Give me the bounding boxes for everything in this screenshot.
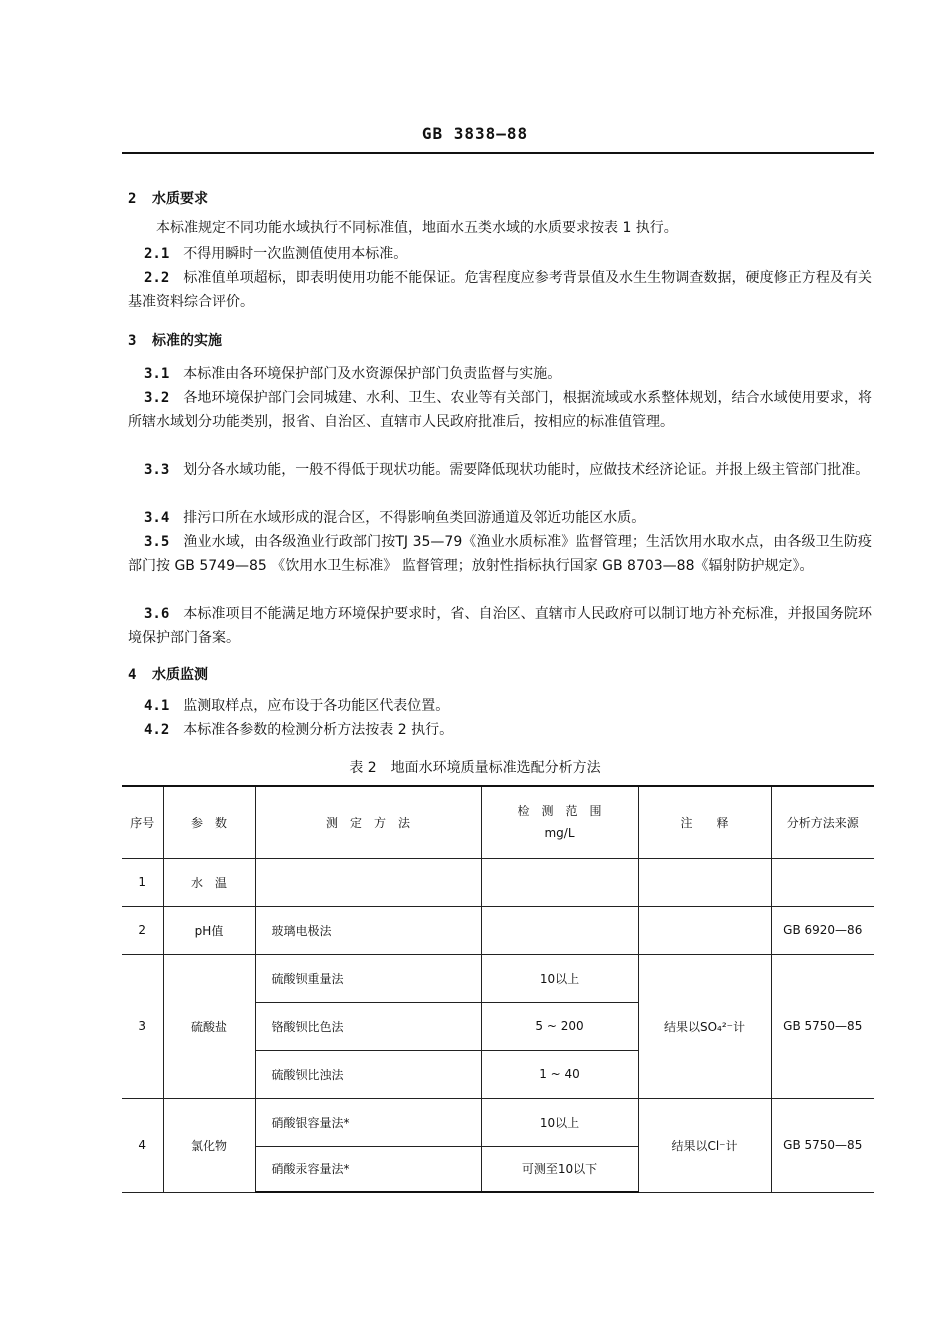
section-title: 水质要求 [152,191,208,207]
clause-text: 渔业水域，由各级渔业行政部门按TJ 35—79《渔业水质标准》监督管理；生活饮用水取水点，由各级卫生防疫部门按 GB 5749—85 《饮用水卫生标准》 监督管理；放射性指标执行国家 GB 8703—88《辐射防护规定》。 [128,534,872,574]
header-rule [122,152,874,154]
header-method: 测 定 方 法 [255,786,481,858]
header-seq: 序号 [122,786,163,858]
clause-number: 3.1 [144,366,170,382]
clause-number: 3.2 [144,390,170,406]
paragraph-2-intro: 本标准规定不同功能水域执行不同标准值，地面水五类水域的水质要求按表 1 执行。 [156,220,678,236]
paragraph-3-4 [128,506,872,530]
paragraph-2-2 [128,266,872,314]
section-3-heading [128,330,222,350]
table-row [122,858,874,906]
clause-text: 标准值单项超标，即表明使用功能不能保证。危害程度应参考背景值及水生生物调查数据，硬度修正方程及有关基准资料综合评价。 [128,270,872,310]
clause-text: 排污口所在水域形成的混合区，不得影响鱼类回游通道及邻近功能区水质。 [183,510,646,526]
cell-param: pH值 [163,906,255,954]
section-title: 标准的实施 [152,333,222,349]
paragraph-3-6 [128,602,872,650]
clause-number: 4.1 [144,698,170,714]
clause-text: 不得用瞬时一次监测值使用本标准。 [183,246,408,262]
clause-text: 本标准项目不能满足地方环境保护要求时，省、自治区、直辖市人民政府可以制订地方补充标准，并报国务院环境保护部门备案。 [128,606,872,646]
paragraph-4-1 [128,694,872,718]
cell-range: 可测至10以下 [481,1146,638,1192]
cell-range: 1 ~ 40 [481,1050,638,1098]
cell-method: 硫酸钡重量法 [255,954,481,1002]
cell-param: 氯化物 [163,1098,255,1192]
paragraph-4-2 [128,718,872,742]
cell-range [481,906,638,954]
cell-method: 硫酸钡比浊法 [255,1050,481,1098]
clause-number: 4.2 [144,722,170,738]
clause-number: 3.5 [144,534,170,550]
table-row [122,1098,874,1146]
document-code: GB 3838—88 [421,124,529,143]
cell-method: 铬酸钡比色法 [255,1002,481,1050]
cell-source: GB 6920—86 [771,906,874,954]
cell-method [255,858,481,906]
cell-param: 水 温 [163,858,255,906]
table-header-row [122,786,874,858]
cell-method: 硝酸汞容量法* [255,1146,481,1192]
cell-source: GB 5750—85 [771,1098,874,1192]
clause-number: 3.3 [144,462,170,478]
cell-method: 玻璃电极法 [255,906,481,954]
section-number: 2 [128,191,137,207]
paragraph-3-1 [128,362,872,386]
cell-note [638,906,771,954]
clause-text: 监测取样点，应布设于各功能区代表位置。 [183,698,450,714]
cell-source: GB 5750—85 [771,954,874,1098]
clause-text: 本标准由各环境保护部门及水资源保护部门负责监督与实施。 [183,366,562,382]
section-2-heading [128,188,208,208]
cell-source [771,858,874,906]
table-row [122,954,874,1002]
cell-seq: 1 [122,858,163,906]
header-range-unit: mg/L [544,826,575,841]
cell-method: 硝酸银容量法* [255,1098,481,1146]
clause-number: 2.1 [144,246,170,262]
section-number: 3 [128,333,137,349]
cell-note: 结果以Cl⁻计 [638,1098,771,1192]
clause-number: 3.4 [144,510,170,526]
paragraph-3-3 [128,458,872,482]
cell-seq: 2 [122,906,163,954]
section-4-heading [128,664,208,684]
paragraph-3-5 [128,530,872,578]
paragraph-2-1 [128,242,872,266]
section-title: 水质监测 [152,667,208,683]
paragraph-3-2 [128,386,872,434]
cell-range: 5 ~ 200 [481,1002,638,1050]
cell-range: 10以上 [481,954,638,1002]
cell-seq: 4 [122,1098,163,1192]
cell-range [481,858,638,906]
clause-number: 2.2 [144,270,170,286]
cell-param: 硫酸盐 [163,954,255,1098]
cell-range: 10以上 [481,1098,638,1146]
analysis-methods-table [122,785,874,1193]
section-number: 4 [128,667,137,683]
clause-text: 划分各水域功能，一般不得低于现状功能。需要降低现状功能时，应做技术经济论证。并报上级主管部门批准。 [183,462,870,478]
header-range-label: 检 测 范 围 [517,804,602,819]
clause-number: 3.6 [144,606,170,622]
header-source: 分析方法来源 [771,786,874,858]
cell-note [638,858,771,906]
header-param: 参 数 [163,786,255,858]
table-2-caption: 表 2 地面水环境质量标准选配分析方法 [349,760,601,776]
header-range [481,786,638,858]
table-row [122,906,874,954]
clause-text: 各地环境保护部门会同城建、水利、卫生、农业等有关部门，根据流域或水系整体规划，结合水域使用要求，将所辖水域划分功能类别，报省、自治区、直辖市人民政府批准后，按相应的标准值管理。 [128,390,872,430]
cell-note: 结果以SO₄²⁻计 [638,954,771,1098]
header-note: 注 释 [638,786,771,858]
clause-text: 本标准各参数的检测分析方法按表 2 执行。 [183,722,454,738]
cell-seq: 3 [122,954,163,1098]
